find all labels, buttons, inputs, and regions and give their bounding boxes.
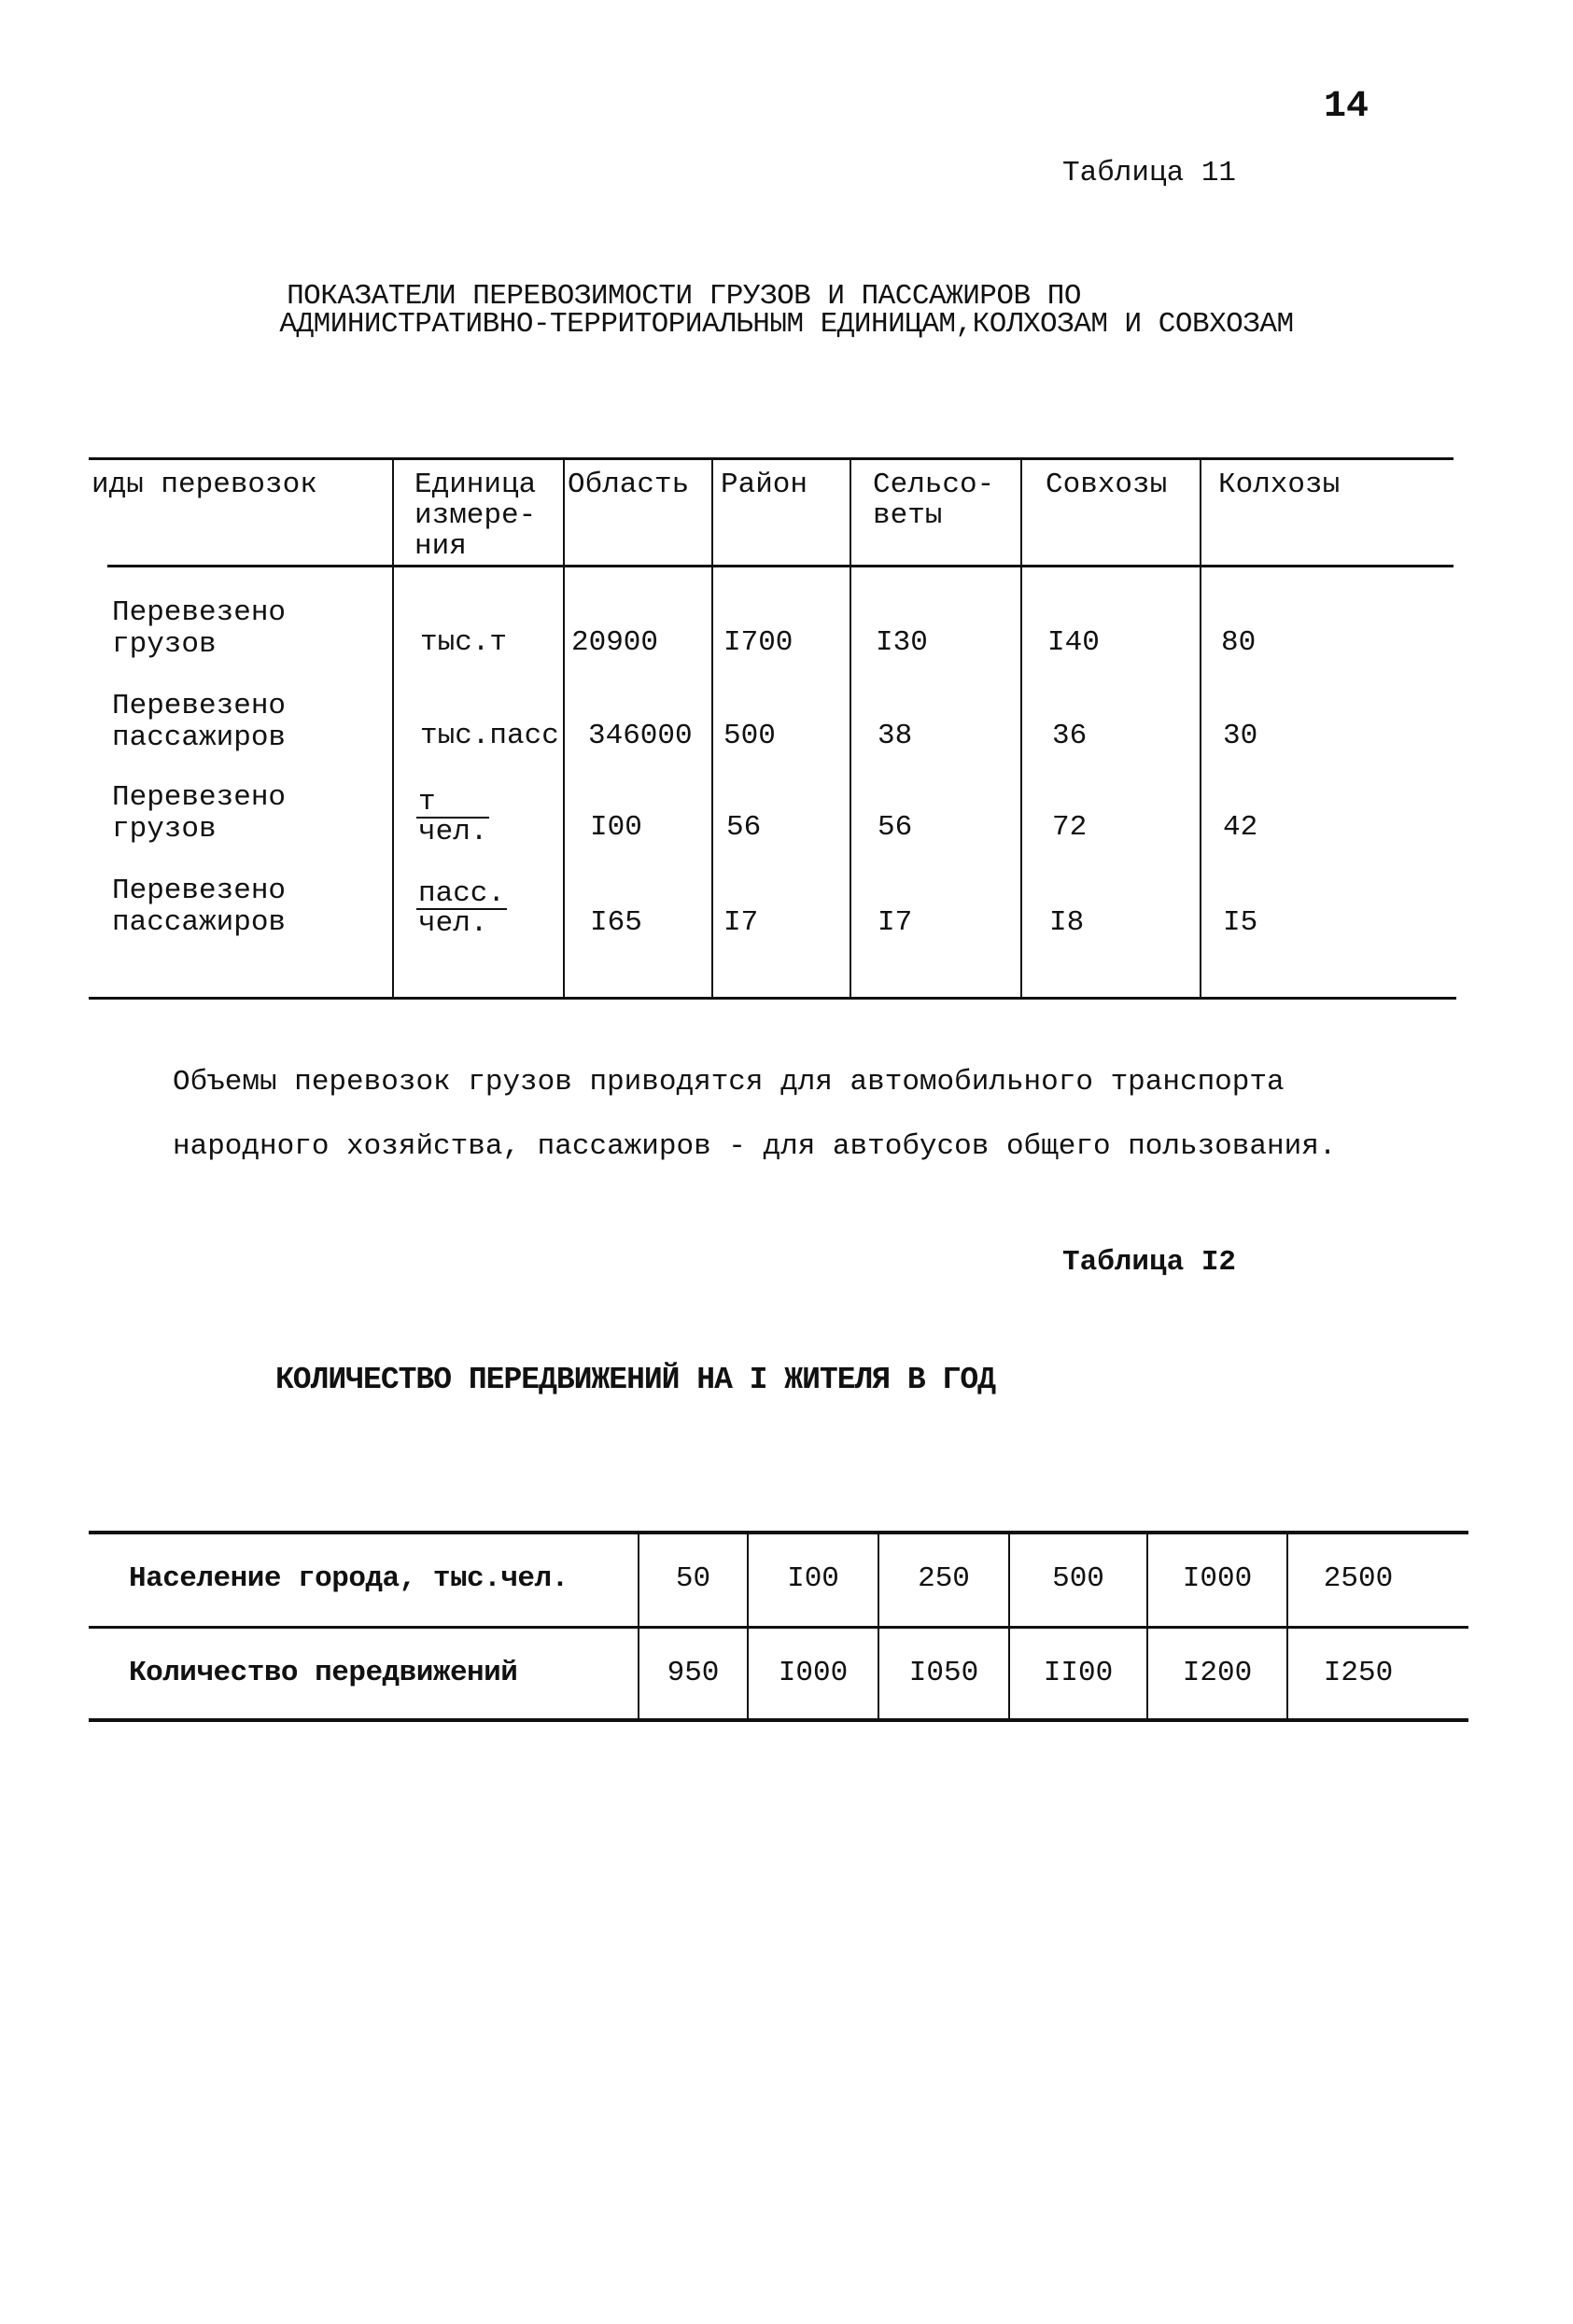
row-sovkhozy: 72	[1052, 811, 1088, 844]
table-12-cell: I00	[787, 1562, 839, 1595]
row-councils: I30	[876, 626, 928, 659]
header-kolkhozy: Колхозы	[1218, 469, 1341, 501]
header-councils: Сельсо- веты	[873, 469, 995, 532]
table-12-cell: I200	[1182, 1657, 1253, 1689]
row-kolkhozy: I5	[1223, 906, 1258, 939]
page-number: 14	[1324, 86, 1369, 128]
table-12-col-divider	[1008, 1533, 1010, 1720]
table-12-top-rule	[89, 1531, 1468, 1534]
row-councils: 56	[878, 811, 913, 844]
row-councils: 38	[878, 720, 913, 752]
table-11-label: Таблица 11	[1062, 157, 1237, 189]
row-region: I00	[590, 811, 642, 844]
table-12-label: Таблица I2	[1062, 1246, 1237, 1279]
table-12-col-divider	[1146, 1533, 1148, 1720]
table-12-col-divider	[1286, 1533, 1288, 1720]
row-region: I65	[590, 906, 642, 939]
table-12-row-2-label: Количество передвижений	[129, 1657, 518, 1689]
table-12-cell: I000	[778, 1657, 849, 1689]
row-region: 346000	[588, 720, 693, 752]
row-sovkhozy: 36	[1052, 720, 1088, 752]
table-11-header-rule	[107, 565, 1454, 567]
table-11-bottom-rule	[89, 997, 1456, 1000]
row-kolkhozy: 42	[1223, 811, 1258, 844]
row-district: I7	[723, 906, 759, 939]
table-12-middle-rule	[89, 1626, 1468, 1629]
table-11-col-divider	[1200, 459, 1201, 999]
table-11-note: Объемы перевозок грузов приводятся для автомобильного транспорта народного хозяйства, пассажиров - для автобусов общего пользования.	[173, 1066, 1337, 1163]
table-row: Перевезено пассажиров	[112, 690, 287, 754]
table-12-col-divider	[638, 1533, 639, 1720]
table-11-top-rule	[89, 457, 1454, 460]
table-11-col-divider	[1020, 459, 1022, 999]
table-12-cell: I050	[908, 1657, 979, 1689]
table-12-cell: I000	[1182, 1562, 1253, 1595]
row-unit-fraction: $\frac{\text{пасс.}}{\text{чел.}}$	[418, 877, 506, 940]
table-12-cell: II00	[1043, 1657, 1114, 1689]
table-11-title-line-1: ПОКАЗАТЕЛИ ПЕРЕВОЗИМОСТИ ГРУЗОВ И ПАССАЖИРОВ ПО	[287, 280, 1081, 313]
table-11-col-divider	[711, 459, 713, 999]
table-row: Перевезено грузов	[112, 596, 287, 661]
table-11-title-line-2: АДМИНИСТРАТИВНО-ТЕРРИТОРИАЛЬНЫМ ЕДИНИЦАМ,КОЛХОЗАМ И СОВХОЗАМ	[279, 308, 1294, 341]
row-unit: тыс.пасс	[420, 720, 559, 752]
table-12-cell: 500	[1052, 1562, 1104, 1595]
table-12-col-divider	[747, 1533, 749, 1720]
row-unit: тыс.т	[420, 626, 508, 659]
header-region: Область	[568, 469, 690, 501]
table-12-bottom-rule	[89, 1718, 1468, 1722]
table-11-col-divider	[563, 459, 565, 999]
table-11-col-divider	[850, 459, 851, 999]
row-district: I700	[723, 626, 794, 659]
header-types: иды перевозок	[91, 469, 317, 501]
header-unit: Единица измере- ния	[414, 469, 537, 563]
row-district: 56	[726, 811, 762, 844]
table-12-cell: I250	[1323, 1657, 1394, 1689]
table-12-col-divider	[878, 1533, 879, 1720]
row-kolkhozy: 80	[1221, 626, 1257, 659]
table-12-cell: 2500	[1323, 1562, 1394, 1595]
table-12-title: КОЛИЧЕСТВО ПЕРЕДВИЖЕНИЙ НА I ЖИТЕЛЯ В ГОД	[275, 1363, 995, 1397]
row-kolkhozy: 30	[1223, 720, 1258, 752]
table-12-cell: 250	[918, 1562, 970, 1595]
table-12-cell: 50	[675, 1562, 711, 1595]
table-row: Перевезено пассажиров	[112, 875, 287, 939]
table-12-row-1-label: Население города, тыс.чел.	[129, 1562, 569, 1595]
table-row: Перевезено грузов	[112, 781, 287, 846]
table-12-cell: 950	[667, 1657, 720, 1689]
header-district: Район	[721, 469, 808, 501]
row-sovkhozy: I8	[1049, 906, 1085, 939]
row-district: 500	[723, 720, 776, 752]
row-region: 20900	[571, 626, 659, 659]
row-sovkhozy: I40	[1047, 626, 1100, 659]
row-councils: I7	[878, 906, 913, 939]
table-11-col-divider	[392, 459, 394, 999]
header-sovkhozy: Совхозы	[1046, 469, 1168, 501]
row-unit-fraction: $\frac{т}{\text{чел.}}$	[418, 786, 488, 848]
